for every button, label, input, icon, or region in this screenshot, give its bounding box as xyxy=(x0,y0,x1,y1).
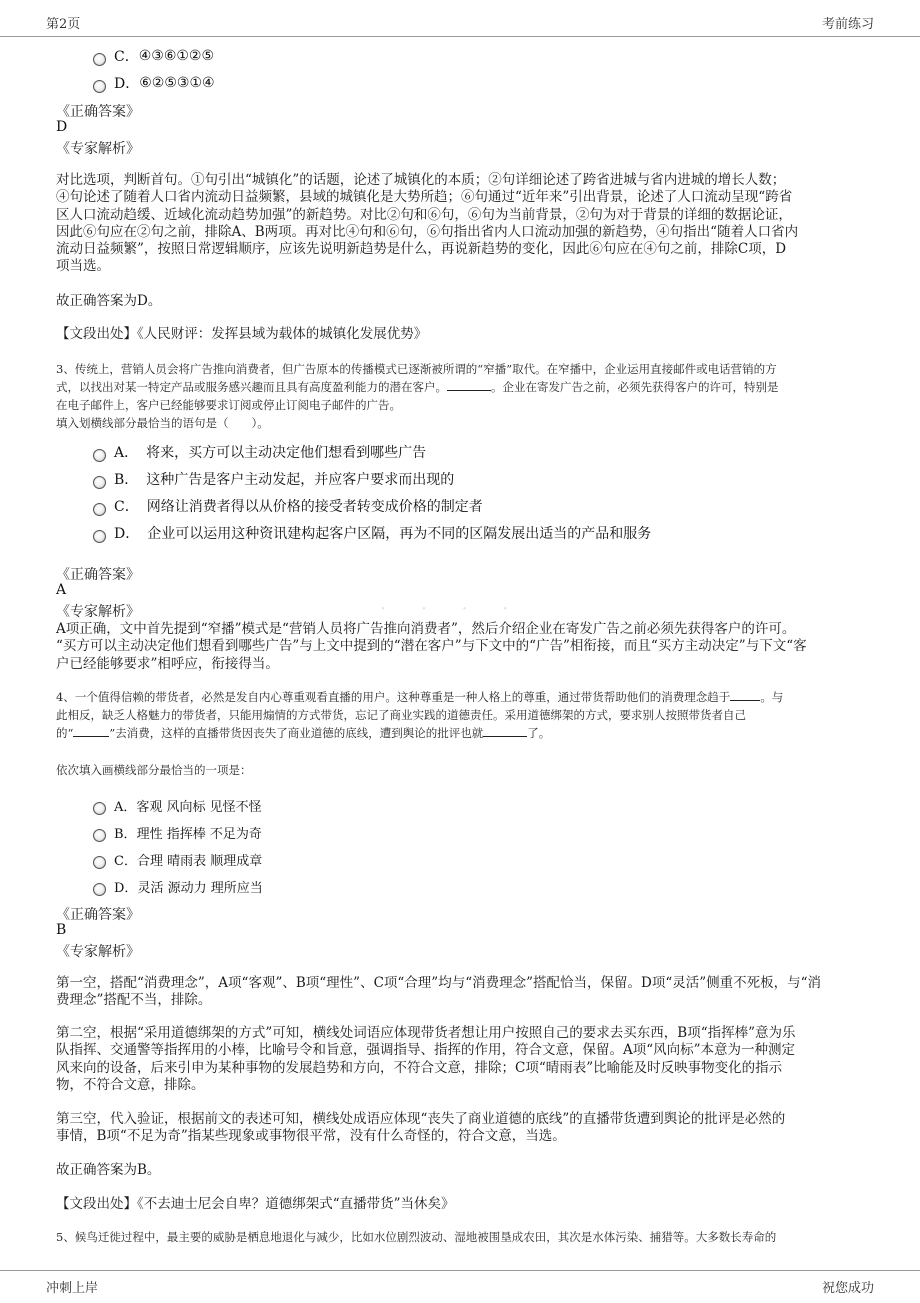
answer-label: 《正确答案》 xyxy=(56,567,140,583)
analysis-text xyxy=(56,621,807,673)
text-line: “买方可以主动决定他们想看到哪些广告”与上文中提到的“潜在客户”与下文中的“广告”相衔接，而且“买方主动决定”与下文“客 xyxy=(56,638,807,655)
text-line: 的“ ”去消费，这样的直播带货因丧失了商业道德的底线，遭到舆论的批评也就 了。 xyxy=(56,726,551,740)
header-title: 考前练习 xyxy=(821,17,874,32)
radio-icon[interactable] xyxy=(93,530,106,543)
option-text: 合理 晴雨表 顺理成章 xyxy=(136,853,263,869)
answer-label: 《正确答案》 xyxy=(56,907,140,923)
option-text: 客观 风向标 见怪不怪 xyxy=(136,799,262,815)
option-text: 理性 指挥棒 不足为奇 xyxy=(136,826,262,842)
answer-label: 《正确答案》 xyxy=(56,104,140,120)
text-line: 第二空，根据“采用道德绑架的方式”可知，横线处词语应体现带货者想让用户按照自己的要求去买东西，B项“指挥棒”意为乐 xyxy=(56,1025,796,1041)
option-text: 将来，买方可以主动决定他们想看到哪些广告 xyxy=(146,445,427,461)
option-letter: A． xyxy=(114,445,139,461)
radio-icon[interactable] xyxy=(93,829,106,842)
option-text: 灵活 源动力 理所应当 xyxy=(137,880,263,896)
question-prompt: 依次填入画横线部分最恰当的一项是： xyxy=(56,763,252,777)
option-text: ⑥②⑤③①④ xyxy=(139,75,215,91)
text-line: 队指挥、交通警等指挥用的小棒，比喻号令和旨意，强调指导、指挥的作用，符合文意，保留。A项“风向标”本意为一种测定 xyxy=(56,1042,796,1059)
answer-value: A xyxy=(56,582,67,598)
text-line: 4、一个值得信赖的带货者，必然是发自内心尊重观看直播的用户。这种尊重是一种人格上的尊重，通过带货帮助他们的消费理念趋于 。与 xyxy=(56,690,784,704)
watermark: · · · · xyxy=(380,596,523,620)
option-letter: C． xyxy=(114,499,139,515)
option-letter: A． xyxy=(114,799,137,815)
option-text: 这种广告是客户主动发起，并应客户要求而出现的 xyxy=(146,472,455,488)
text-line: 项当选。 xyxy=(56,258,110,275)
footer-right: 祝您成功 xyxy=(821,1281,874,1296)
radio-icon[interactable] xyxy=(93,80,106,93)
text-line: 此相反，缺乏人格魅力的带货者，只能用煽情的方式带货，忘记了商业实践的道德责任。采用道德绑架的方式，要求别人按照带货者自己 xyxy=(56,708,746,722)
option-letter: D． xyxy=(114,76,140,92)
text-line: 第一空，搭配“消费理念”，A项“客观”、B项“理性”、C项“合理”均与“消费理念”搭配恰当，保留。D项“灵活”侧重不死板，与“消 xyxy=(56,975,822,991)
option-letter: C． xyxy=(114,49,139,65)
fill-blank xyxy=(73,724,109,737)
answer-value: D xyxy=(56,119,68,135)
analysis-text xyxy=(56,172,798,276)
q3-option-c[interactable] xyxy=(93,496,483,516)
text-line: 事情，B项“不足为奇”指某些现象或事物很平常，没有什么奇怪的，符合文意，当选。 xyxy=(56,1128,566,1145)
conclusion: 故正确答案为B。 xyxy=(56,1162,161,1178)
text-line: 区人口流动趋缓、近域化流动趋势加强”的新趋势。对比②句和⑥句，⑥句为当前背景，②句为对于背景的详细的数据论证， xyxy=(56,206,792,223)
source-citation: 【文段出处】《不去迪士尼会自卑？道德绑架式“直播带货”当休矣》 xyxy=(56,1196,455,1212)
text-line: 风来向的设备，后来引申为某种事物的发展趋势和方向，不符合文意，排除；C项“晴雨表”比喻能及时反映事物变化的指示 xyxy=(56,1059,783,1076)
text-line: 流动日益频繁”，按照日常逻辑顺序，应该先说明新趋势是什么，再说新趋势的变化，因此⑥句应在④句之前，排除C项，D xyxy=(56,241,787,258)
text-line: 物，不符合文意，排除。 xyxy=(56,1076,205,1093)
q2-option-d[interactable] xyxy=(93,73,215,93)
analysis-paragraph-2 xyxy=(56,1025,796,1094)
footer-left: 冲刺上岸 xyxy=(46,1281,99,1296)
q4-option-d[interactable] xyxy=(93,876,263,896)
option-letter: B． xyxy=(114,472,139,488)
text-line: 第三空，代入验证，根据前文的表述可知，横线处成语应体现“丧失了商业道德的底线”的直播带货遭到舆论的批评是必然的 xyxy=(56,1111,786,1127)
fill-blank xyxy=(730,688,760,701)
text-line: 3、传统上，营销人员会将广告推向消费者，但广告原本的传播模式已逐渐被所谓的“窄播”取代。在窄播中，企业运用直接邮件或电话营销的方 xyxy=(56,362,777,376)
source-citation: 【文段出处】《人民财评：发挥县域为载体的城镇化发展优势》 xyxy=(56,326,428,342)
text-line: 费理念”搭配不当，排除。 xyxy=(56,992,212,1009)
analysis-paragraph-3 xyxy=(56,1111,785,1146)
page-header xyxy=(0,0,920,37)
q4-option-c[interactable] xyxy=(93,849,262,869)
conclusion: 故正确答案为D。 xyxy=(56,293,162,309)
q3-option-b[interactable] xyxy=(93,469,454,489)
analysis-label: 《专家解析》 xyxy=(56,944,140,960)
fill-blank xyxy=(483,724,527,737)
radio-icon[interactable] xyxy=(93,449,106,462)
option-letter: B． xyxy=(114,826,137,842)
question-3-stem xyxy=(56,360,779,432)
q2-option-c[interactable] xyxy=(93,46,214,66)
q3-option-d[interactable] xyxy=(93,523,651,543)
text-line: 因此⑥句应在②句之前，排除A、B两项。再对比④句和⑥句，⑥句指出省内人口流动加强的新趋势，④句指出“随着人口省内 xyxy=(56,223,799,240)
question-prompt: 填入划横线部分最恰当的语句是（ ）。 xyxy=(56,416,269,430)
text-line: 对比选项，判断首句。①句引出“城镇化”的话题，论述了城镇化的本质；②句详细论述了跨省进城与省内进城的增长人数； xyxy=(56,172,786,188)
analysis-label: 《专家解析》 xyxy=(56,604,140,620)
radio-icon[interactable] xyxy=(93,883,106,896)
page-number: 第2页 xyxy=(46,17,81,32)
question-4-stem xyxy=(56,688,783,742)
radio-icon[interactable] xyxy=(93,856,106,869)
text-line: 户已经能够要求”相呼应，衔接得当。 xyxy=(56,655,279,672)
answer-value: B xyxy=(56,922,67,938)
option-text: 网络让消费者得以从价格的接受者转变成价格的制定者 xyxy=(146,499,483,515)
question-5-stem: 5、候鸟迁徙过程中，最主要的威胁是栖息地退化与减少，比如水位剧烈波动、湿地被围垦成农田，其次是水体污染、捕猎等。大多数长寿命的 xyxy=(56,1230,777,1244)
text-line: 在电子邮件上，客户已经能够要求订阅或停止订阅电子邮件的广告。 xyxy=(56,398,401,412)
radio-icon[interactable] xyxy=(93,476,106,489)
q3-option-a[interactable] xyxy=(93,442,426,462)
fill-blank xyxy=(447,378,491,391)
radio-icon[interactable] xyxy=(93,53,106,66)
q4-option-b[interactable] xyxy=(93,822,262,842)
radio-icon[interactable] xyxy=(93,503,106,516)
radio-icon[interactable] xyxy=(93,802,106,815)
option-text: 企业可以运用这种资讯建构起客户区隔，再为不同的区隔发展出适当的产品和服务 xyxy=(147,526,652,542)
option-text: ④③⑥①②⑤ xyxy=(138,48,215,64)
option-letter: D． xyxy=(114,880,138,896)
page-footer xyxy=(0,1270,920,1303)
option-letter: C． xyxy=(114,853,137,869)
q4-option-a[interactable] xyxy=(93,795,262,815)
text-line: 式，以找出对某一特定产品或服务感兴趣而且具有高度盈利能力的潜在客户。 。企业在寄发广告之前，必须先获得客户的许可，特别是 xyxy=(56,380,779,394)
option-letter: D． xyxy=(114,526,140,542)
text-line: ④句论述了随着人口省内流动日益频繁，县域的城镇化是大势所趋；⑥句通过“近年来”引出背景，论述了人口流动呈现“跨省 xyxy=(56,189,793,206)
analysis-label: 《专家解析》 xyxy=(56,141,140,157)
text-line: A项正确，文中首先提到“窄播”模式是“营销人员将广告推向消费者”，然后介绍企业在寄发广告之前必须先获得客户的许可。 xyxy=(56,621,796,637)
analysis-paragraph-1 xyxy=(56,975,821,1010)
